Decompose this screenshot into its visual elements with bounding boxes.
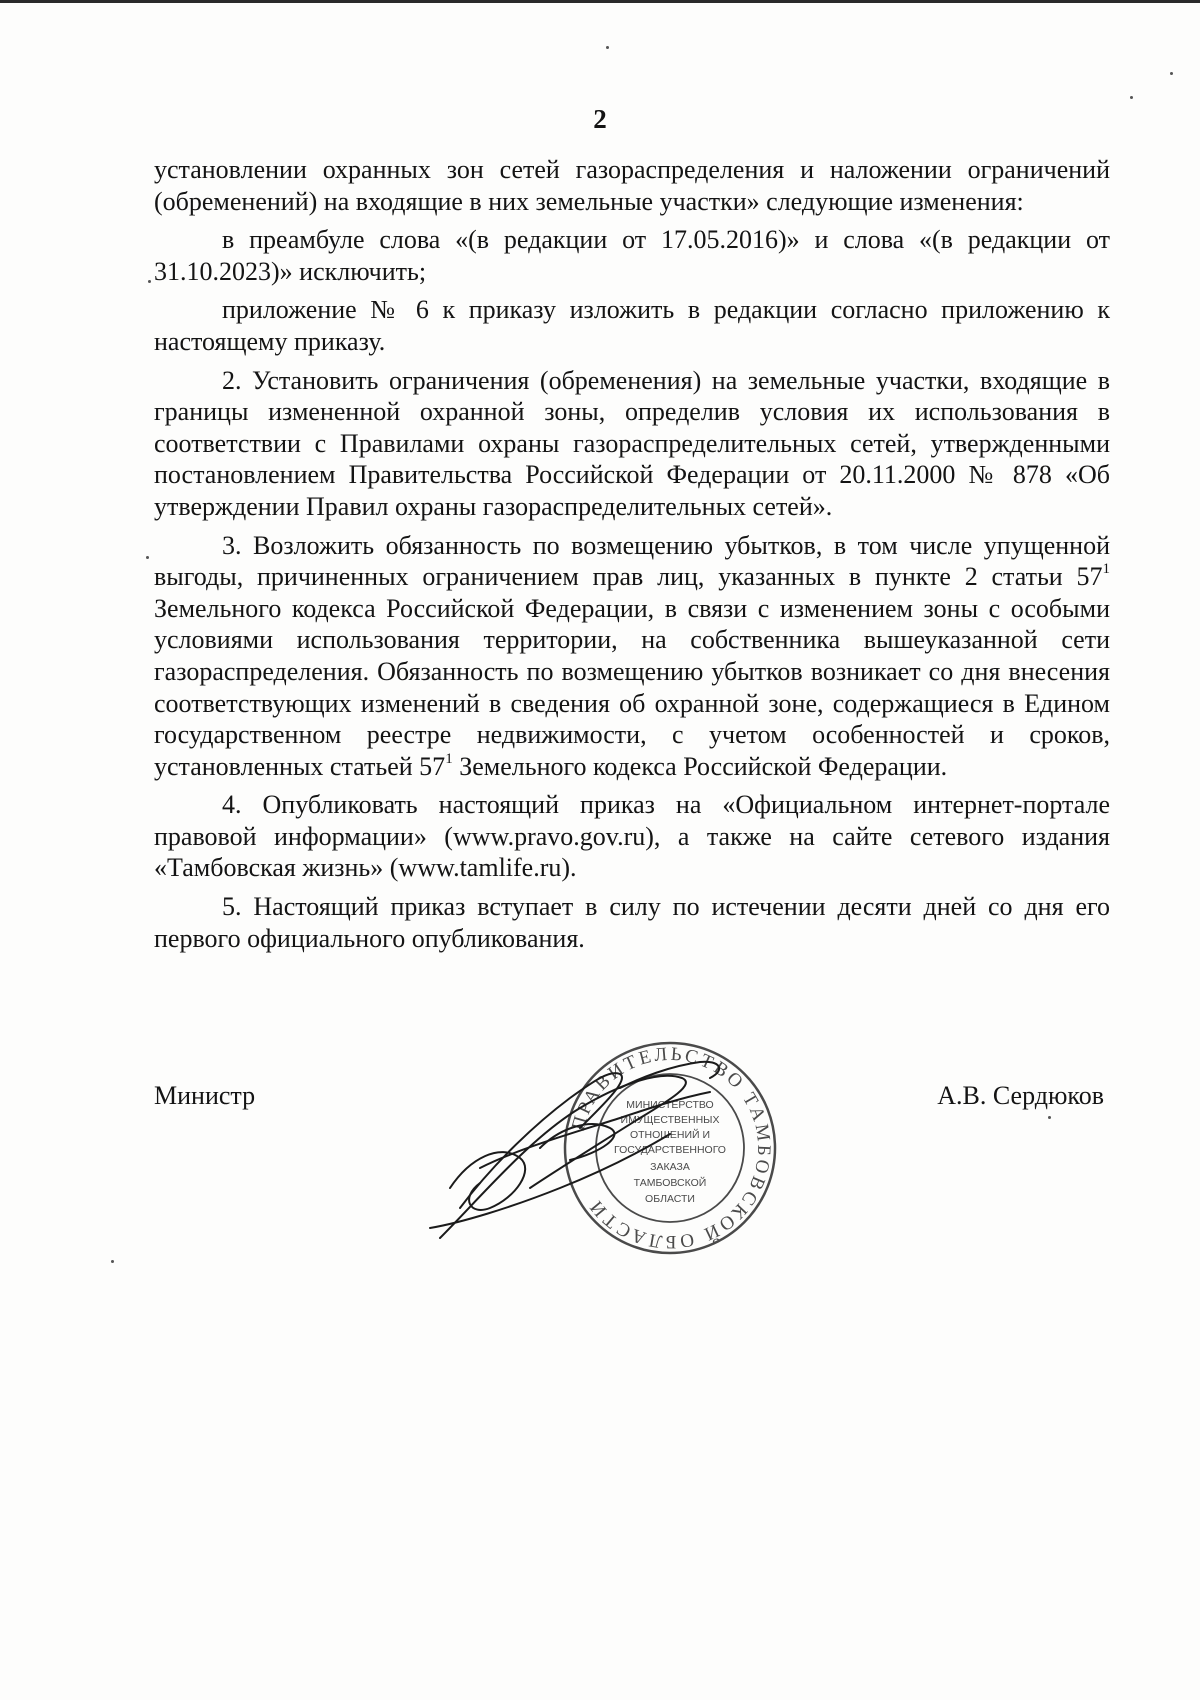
paragraph-item-3 [154,530,1110,783]
item-3-text-c: Земельного кодекса Российской Федерации. [452,751,948,781]
scan-speck [1130,96,1133,99]
paragraph-appendix-change: приложение № 6 к приказу изложить в редакции согласно приложению к настоящему приказу. [154,295,1110,356]
scan-speck [1048,1116,1051,1119]
svg-text:ОБЛАСТИ: ОБЛАСТИ [645,1193,695,1205]
item-3-sup-b: 1 [445,751,453,768]
paragraph-item-4: 4. Опубликовать настоящий приказ на «Официальном интернет-портале правовой информации» (www.pravo.gov.ru), а также на сайте сетевого издания «Тамбовская жизнь» (www.tamlife.ru). [154,790,1110,883]
handwritten-signature-icon [420,1048,740,1248]
scan-speck [111,1260,114,1263]
signatory-name: А.В. Сердюков [937,1081,1104,1110]
scan-top-edge [0,0,1200,3]
svg-text:ГОСУДАРСТВЕННОГО: ГОСУДАРСТВЕННОГО [614,1144,726,1156]
svg-text:ТАМБОВСКОЙ: ТАМБОВСКОЙ [633,1177,707,1189]
scan-speck [1170,72,1173,75]
item-3-text-a: 3. Возложить обязанность по возмещению убытков, в том числе упущенной выгоды, причиненных ограничением прав лиц, указанных в пункте 2 статьи 57 [154,530,1110,592]
paragraph-item-5: 5. Настоящий приказ вступает в силу по истечении десяти дней со дня его первого официального опубликования. [154,892,1110,953]
paragraph-item-2: 2. Установить ограничения (обременения) на земельные участки, входящие в границы измененной охранной зоны, определив условия их использования в соответствии с Правилами охраны газораспределительных сетей, утвержденными постановлением Правительства Российской Федерации от 20.11.2000 № 878 «Об утверждении Правил охраны газораспределительных сетей». [154,365,1110,521]
svg-text:МИНИСТЕРСТВО: МИНИСТЕРСТВО [626,1099,714,1111]
signatory-title: Министр [154,1081,256,1110]
svg-text:ОТНОШЕНИЙ И: ОТНОШЕНИЙ И [629,1129,711,1141]
paragraph-preamble-change: в преамбуле слова «(в редакции от 17.05.2016)» и слова «(в редакции от 31.10.2023)» исключить; [154,225,1110,286]
scan-speck [606,46,609,49]
svg-text:ЗАКАЗА: ЗАКАЗА [650,1161,690,1173]
item-3-text-b: Земельного кодекса Российской Федерации, в связи с изменением зоны с особыми условиями использования территории, на собственника вышеуказанной сети газораспределения. Обязанность по возмещению убытков возникает со дня внесения соответствующих изменений в сведения об охранной зоне, содержащиеся в Едином государственном реестре недвижимости, с учетом особенностей и сроков, установленных статьей 57 [154,593,1110,781]
scan-speck [146,556,149,559]
scan-speck [148,280,151,283]
seal-outer-text: ПРАВИТЕЛЬСТВО ТАМБОВСКОЙ ОБЛАСТИ [567,1043,775,1253]
paragraph-continuation: установлении охранных зон сетей газораспределения и наложении ограничений (обременений) на входящие в них земельные участки» следующие изменения: [154,155,1110,216]
item-3-sup-a: 1 [1102,561,1110,578]
svg-text:ИМУЩЕСТВЕННЫХ: ИМУЩЕСТВЕННЫХ [620,1114,720,1126]
page-number: 2 [593,104,607,134]
document-body [154,154,1110,954]
